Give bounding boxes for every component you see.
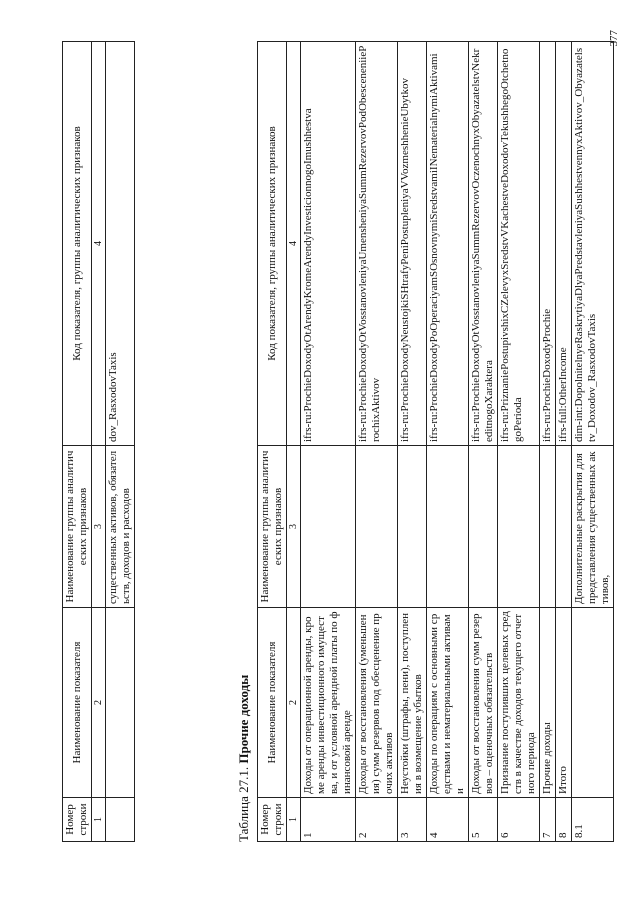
indicator-name: Доходы по операциям с основными средствами и нематериальными активами (427, 608, 469, 798)
indicator-code: ifrs-ru:ProchieDoxodyOtVosstanovleniyaSummRezervovOczenochnyxObyazatelstvNekreditnogoXaraktera (469, 42, 498, 446)
row-number: 6 (498, 798, 540, 842)
group-name (498, 446, 540, 608)
indicator-code: dim-int:DopolnitelnyeRaskrytiyaDlyaPredstavleniyaSushhestvennyxAktivov_Obyazatelstv_Doxodov_RasxodovTaxis (572, 42, 614, 446)
indicator-code: ifrs-ru:ProchieDoxodyPoOperaciyamSOsnovnymiSredstvamiINematerialnymiAktivami (427, 42, 469, 446)
continuation-table (62, 41, 135, 842)
table-row (469, 42, 498, 842)
column-number: 2 (287, 608, 301, 798)
indicator-code: ifrs-full:OtherIncome (556, 42, 572, 446)
group-name (427, 446, 469, 608)
row-number: 7 (540, 798, 556, 842)
table-row (106, 42, 135, 842)
column-number: 3 (92, 446, 106, 608)
row-number: 8.1 (572, 798, 614, 842)
indicator-name: Признание поступивших целевых средств в качестве доходов текущего отчетного периода (498, 608, 540, 798)
column-number: 1 (92, 798, 106, 842)
table-row (427, 42, 469, 842)
indicator-code: ifrs-ru:ProchieDoxodyOtArendyKromeArendyInvesticionnogoImushhestva (301, 42, 356, 446)
table-row (398, 42, 427, 842)
group-name (469, 446, 498, 608)
other-income-table (257, 41, 614, 842)
row-number: 5 (469, 798, 498, 842)
rotated-page (52, 42, 632, 842)
group-name: Дополнительные раскрытия для представления существенных активов, (572, 446, 614, 608)
indicator-code: ifrs-ru:ProchieDoxodyNeustojkiSHtrafyPeniPostupleniyaVVozmeshhenieUbytkov (398, 42, 427, 446)
indicator-code: ifrs-ru:ProchieDoxodyOtVosstanovleniyaUmensheniyaSummRezervovPodObesceneniieProchixAktivov (356, 42, 398, 446)
header-cell: Номер строки (63, 798, 92, 842)
indicator-name: Доходы от восстановления сумм резервов – оценочных обязательств (469, 608, 498, 798)
header-cell: Номер строки (258, 798, 287, 842)
header-row (258, 42, 287, 842)
column-number: 1 (287, 798, 301, 842)
column-number: 3 (287, 446, 301, 608)
group-name (301, 446, 356, 608)
indicator-code: dov_RasxodovTaxis (106, 42, 135, 446)
row-number: 8 (556, 798, 572, 842)
row-number: 4 (427, 798, 469, 842)
column-number: 4 (287, 42, 301, 446)
header-row (63, 42, 92, 842)
column-number-row (92, 42, 106, 842)
table-row (356, 42, 398, 842)
indicator-code: ifrs-ru:PriznaniePostupivshixCZelevyxSredstvVKachestveDoxodovTekushhegoOtchetnogoPerioda (498, 42, 540, 446)
row-number: 2 (356, 798, 398, 842)
header-cell: Наименование показателя (258, 608, 287, 798)
table-row (301, 42, 356, 842)
caption-prefix: Таблица 27.1. (236, 766, 251, 842)
row-number (106, 798, 135, 842)
column-number-row (287, 42, 301, 842)
table-row (540, 42, 556, 842)
header-cell: Код показателя, группы аналитических признаков (258, 42, 287, 446)
row-number: 1 (301, 798, 356, 842)
indicator-name: Неустойки (штрафы, пени), поступления в возмещение убытков (398, 608, 427, 798)
indicator-name (572, 608, 614, 798)
table-row (498, 42, 540, 842)
column-number: 2 (92, 608, 106, 798)
header-cell: Наименование группы аналитических признаков (258, 446, 287, 608)
indicator-code: ifrs-ru:ProchieDoxodyProchie (540, 42, 556, 446)
header-cell: Наименование группы аналитических признаков (63, 446, 92, 608)
group-name (398, 446, 427, 608)
indicator-name: Доходы от операционной аренды, кроме аренды инвестиционного имущества, и от условной арендной платы по финансовой аренде (301, 608, 356, 798)
indicator-name: Прочие доходы (540, 608, 556, 798)
indicator-name: Доходы от восстановления (уменьшения) сумм резервов под обесценение прочих активов (356, 608, 398, 798)
indicator-name (106, 608, 135, 798)
table-caption (236, 675, 252, 842)
table-row (572, 42, 614, 842)
header-cell: Наименование показателя (63, 608, 92, 798)
header-cell: Код показателя, группы аналитических признаков (63, 42, 92, 446)
column-number: 4 (92, 42, 106, 446)
page-number: 377 (608, 30, 620, 47)
group-name: существенных активов, обязательств, доходов и расходов (106, 446, 135, 608)
group-name (556, 446, 572, 608)
caption-title: Прочие доходы (236, 674, 251, 764)
table-row (556, 42, 572, 842)
group-name (356, 446, 398, 608)
indicator-name: Итого (556, 608, 572, 798)
row-number: 3 (398, 798, 427, 842)
group-name (540, 446, 556, 608)
